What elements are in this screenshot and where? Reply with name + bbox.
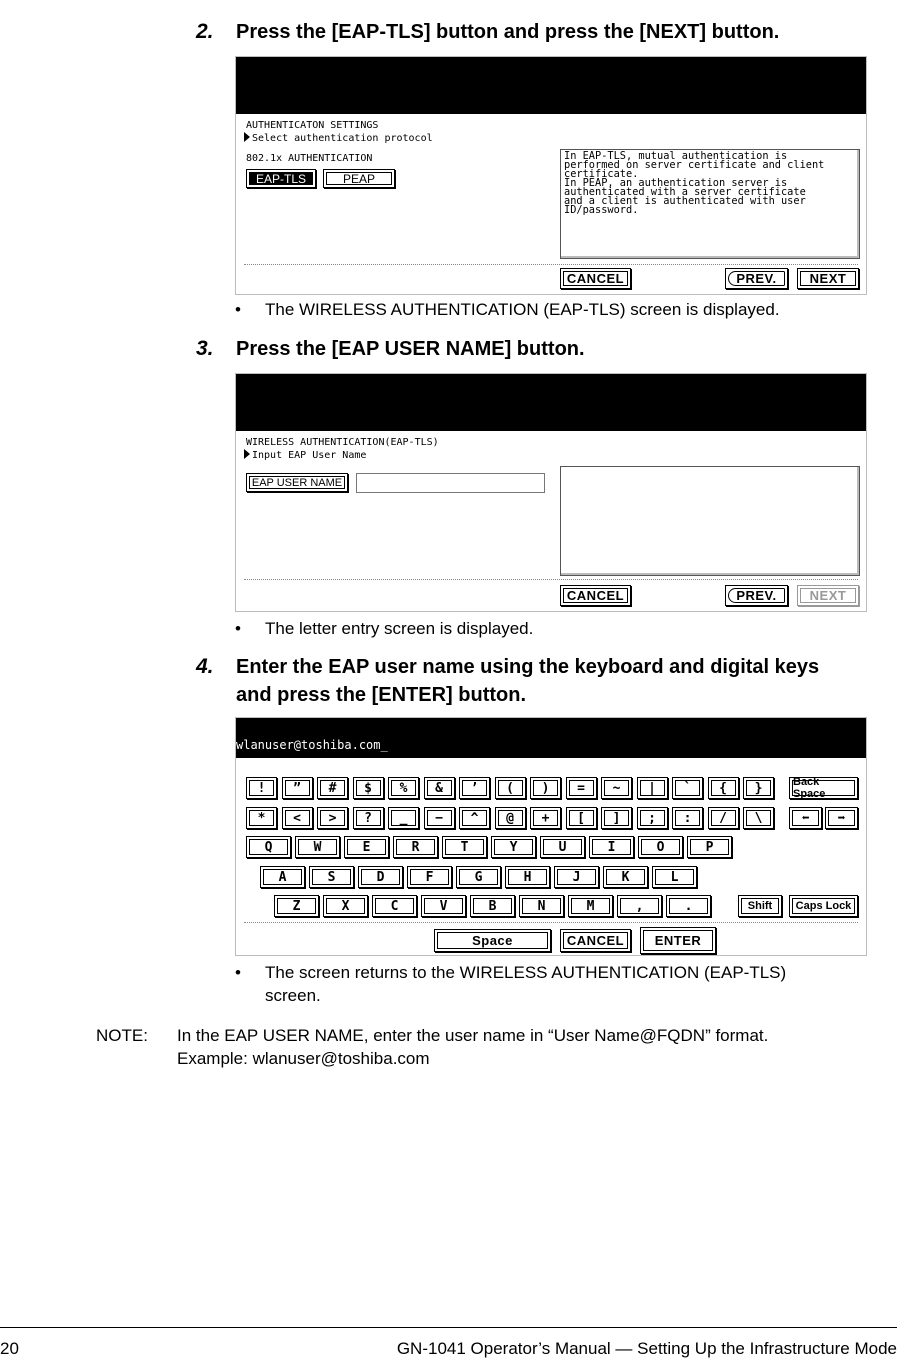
step-instruction: Enter the EAP user name using the keyboard and digital keys (236, 656, 820, 678)
step-number: 3. (196, 337, 214, 360)
key-letter[interactable]: M (568, 895, 613, 917)
key-symbol[interactable]: | (637, 777, 668, 799)
screen-prompt: Input EAP User Name (244, 449, 366, 462)
peap-button[interactable]: PEAP (323, 169, 395, 188)
key-symbol[interactable]: { (708, 777, 739, 799)
key-symbol[interactable]: ? (353, 807, 384, 829)
space-key[interactable]: Space (434, 929, 551, 952)
key-symbol[interactable]: ` (672, 777, 703, 799)
key-letter[interactable]: U (540, 836, 585, 858)
key-symbol[interactable]: + (530, 807, 561, 829)
key-letter[interactable]: H (505, 866, 550, 888)
cancel-button[interactable]: CANCEL (560, 268, 631, 289)
key-symbol[interactable]: [ (566, 807, 597, 829)
key-letter[interactable]: I (589, 836, 634, 858)
key-symbol[interactable]: ) (530, 777, 561, 799)
key-symbol[interactable]: \ (743, 807, 774, 829)
key-symbol[interactable]: ! (246, 777, 277, 799)
divider (244, 922, 858, 923)
key-letter[interactable]: J (554, 866, 599, 888)
key-letter[interactable]: D (358, 866, 403, 888)
wireless-auth-screen (235, 373, 867, 612)
key-letter[interactable]: E (344, 836, 389, 858)
key-symbol[interactable]: ’ (459, 777, 490, 799)
step-result: The screen returns to the WIRELESS AUTHENTICATION (EAP-TLS) (265, 963, 787, 982)
screen-prompt: Select authentication protocol (244, 132, 433, 145)
eap-user-name-button[interactable]: EAP USER NAME (246, 473, 348, 492)
enter-button[interactable]: ENTER (640, 927, 716, 954)
key-letter[interactable]: Q (246, 836, 291, 858)
arrow-right-icon (244, 449, 250, 459)
key-symbol[interactable]: − (424, 807, 455, 829)
key-symbol[interactable]: : (672, 807, 703, 829)
key-symbol[interactable]: $ (353, 777, 384, 799)
step-instruction: Press the [EAP USER NAME] button. (236, 338, 585, 360)
key-symbol[interactable]: ; (637, 807, 668, 829)
letter-entry-screen (235, 717, 867, 956)
section-label: 802.1x AUTHENTICATION (246, 153, 373, 164)
key-symbol[interactable]: = (566, 777, 597, 799)
prev-button[interactable]: PREV. (725, 268, 788, 289)
key-symbol[interactable]: ] (601, 807, 632, 829)
key-letter[interactable]: R (393, 836, 438, 858)
key-letter[interactable]: V (421, 895, 466, 917)
key-symbol[interactable]: ( (495, 777, 526, 799)
footer-title: GN-1041 Operator’s Manual — Setting Up the Infrastructure Mode (396, 1339, 897, 1358)
bullet-icon: • (235, 963, 241, 982)
key-letter[interactable]: G (456, 866, 501, 888)
right-arrow-key[interactable]: ➡ (825, 807, 858, 829)
key-letter[interactable]: A (260, 866, 305, 888)
key-symbol[interactable]: < (282, 807, 313, 829)
key-symbol[interactable]: } (743, 777, 774, 799)
left-arrow-key[interactable]: ⬅ (789, 807, 822, 829)
key-symbol[interactable]: % (388, 777, 419, 799)
key-letter[interactable]: P (687, 836, 732, 858)
key-symbol[interactable]: > (317, 807, 348, 829)
screen-title: AUTHENTICATON SETTINGS (246, 120, 379, 131)
key-letter[interactable]: . (666, 895, 711, 917)
key-letter[interactable]: W (295, 836, 340, 858)
key-symbol[interactable]: # (317, 777, 348, 799)
key-letter[interactable]: F (407, 866, 452, 888)
key-symbol[interactable]: / (708, 807, 739, 829)
step-result: The letter entry screen is displayed. (265, 619, 534, 638)
page-number: 20 (0, 1339, 19, 1358)
key-letter[interactable]: S (309, 866, 354, 888)
prev-button[interactable]: PREV. (725, 585, 788, 606)
key-letter[interactable]: , (617, 895, 662, 917)
key-symbol[interactable]: _ (388, 807, 419, 829)
bullet-icon: • (235, 619, 241, 638)
step-result: The WIRELESS AUTHENTICATION (EAP-TLS) screen is displayed. (265, 300, 780, 319)
key-letter[interactable]: N (519, 895, 564, 917)
key-symbol[interactable]: @ (495, 807, 526, 829)
key-symbol[interactable]: * (246, 807, 277, 829)
key-symbol[interactable]: ” (282, 777, 313, 799)
info-panel (560, 149, 860, 259)
note-example: Example: wlanuser@toshiba.com (177, 1049, 430, 1068)
cancel-button[interactable]: CANCEL (560, 929, 631, 952)
step-number: 2. (196, 20, 214, 43)
divider (244, 579, 858, 580)
key-letter[interactable]: Z (274, 895, 319, 917)
next-button[interactable]: NEXT (797, 268, 859, 289)
key-symbol[interactable]: ^ (459, 807, 490, 829)
caps-lock-key[interactable]: Caps Lock (789, 895, 858, 917)
shift-key[interactable]: Shift (738, 895, 782, 917)
cancel-button[interactable]: CANCEL (560, 585, 631, 606)
entry-display (236, 718, 866, 758)
bullet-icon: • (235, 300, 241, 319)
note-text: In the EAP USER NAME, enter the user name in “User Name@FQDN” format. (177, 1026, 769, 1045)
step-instruction-cont: and press the [ENTER] button. (236, 684, 526, 706)
key-letter[interactable]: O (638, 836, 683, 858)
eap-tls-button[interactable]: EAP-TLS (246, 169, 316, 188)
info-panel (560, 466, 860, 576)
arrow-right-icon (244, 132, 250, 142)
key-letter[interactable]: B (470, 895, 515, 917)
key-letter[interactable]: K (603, 866, 648, 888)
backspace-key[interactable]: Back Space (789, 777, 858, 799)
divider (244, 264, 858, 265)
key-letter[interactable]: T (442, 836, 487, 858)
key-symbol[interactable]: ~ (601, 777, 632, 799)
note-label: NOTE: (96, 1026, 148, 1045)
screen-header-bar (236, 374, 866, 431)
key-symbol[interactable]: & (424, 777, 455, 799)
user-name-field[interactable] (356, 473, 545, 493)
step-result-cont: screen. (265, 986, 321, 1005)
step-instruction: Press the [EAP-TLS] button and press the [NEXT] button. (236, 21, 780, 43)
info-text: In EAP-TLS, mutual authentication is performed on server certificate and client certificate. In PEAP, an authentication server is authenticated with a server certificate and a client is authenticated with user ID/password. (564, 150, 825, 216)
entry-text: wlanuser@toshiba.com_ (236, 738, 388, 752)
key-letter[interactable]: L (652, 866, 697, 888)
footer-rule (0, 1327, 897, 1328)
key-letter[interactable]: Y (491, 836, 536, 858)
step-number: 4. (196, 655, 214, 678)
screen-title: WIRELESS AUTHENTICATION(EAP-TLS) (246, 437, 439, 448)
next-button: NEXT (797, 585, 859, 606)
auth-settings-screen (235, 56, 867, 295)
key-letter[interactable]: X (323, 895, 368, 917)
screen-header-bar (236, 57, 866, 114)
key-letter[interactable]: C (372, 895, 417, 917)
